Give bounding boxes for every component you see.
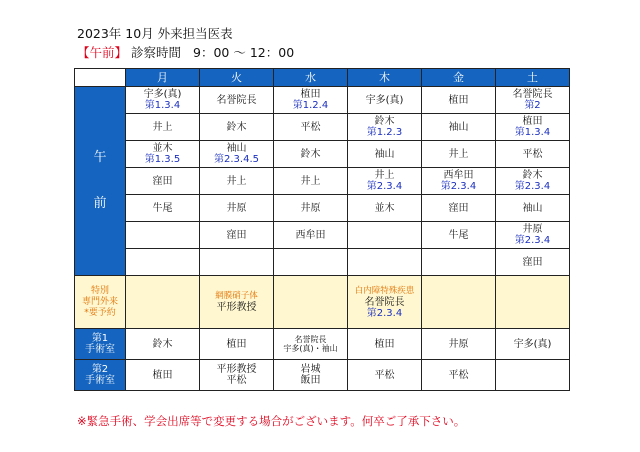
special-cell xyxy=(496,276,570,329)
doctor-name: 井原 xyxy=(522,224,543,235)
doctor-name: 植田 xyxy=(226,338,247,350)
bracket-open: 【 xyxy=(77,45,90,60)
week-numbers: 第2.3.4 xyxy=(514,235,551,246)
doctor-name: 平松 xyxy=(374,369,395,381)
schedule-cell xyxy=(348,141,422,168)
schedule-cell xyxy=(496,329,570,360)
week-numbers: 第1.2.4 xyxy=(292,100,329,111)
doctor-name: 植田 xyxy=(374,338,395,350)
schedule-cell xyxy=(200,141,274,168)
schedule-cell xyxy=(348,195,422,222)
session-line xyxy=(77,43,294,61)
special-label-line: 特別 xyxy=(90,285,109,296)
clinic-name: 網膜硝子体 xyxy=(215,291,258,301)
am-row xyxy=(75,141,570,168)
doctor-name: 宇多(真) xyxy=(513,338,552,350)
operating-room-label-line: 手術室 xyxy=(85,375,115,386)
operating-room-row xyxy=(75,360,570,391)
schedule-cell xyxy=(200,168,274,195)
schedule-cell xyxy=(126,87,200,114)
schedule-cell xyxy=(422,195,496,222)
schedule-cell xyxy=(422,249,496,276)
doctor-name: 窪田 xyxy=(226,229,247,241)
schedule-cell xyxy=(496,168,570,195)
doctor-name: 岩城 xyxy=(300,364,321,375)
doctor-name: 植田 xyxy=(522,116,543,127)
week-numbers: 第1.3.5 xyxy=(144,154,181,165)
doctor-name: 平松 xyxy=(448,369,469,381)
schedule-cell xyxy=(496,249,570,276)
session-label: 午前 xyxy=(89,45,115,60)
special-row xyxy=(75,276,570,329)
doctor-name: 袖山 xyxy=(522,202,543,214)
week-numbers: 第1.2.3 xyxy=(366,127,403,138)
doctor-name: 窪田 xyxy=(522,256,543,268)
schedule-cell xyxy=(274,168,348,195)
week-numbers: 第2.3.4.5 xyxy=(214,154,259,165)
schedule-cell xyxy=(348,87,422,114)
doctor-name: 井上 xyxy=(300,175,321,187)
schedule-cell xyxy=(422,114,496,141)
doctor-name: 井原 xyxy=(448,338,469,350)
schedule-cell xyxy=(496,141,570,168)
week-numbers: 第2.3.4 xyxy=(514,181,551,192)
doctor-name: 鈴木 xyxy=(374,116,395,127)
schedule-cell xyxy=(348,329,422,360)
schedule-cell xyxy=(126,360,200,391)
schedule-cell xyxy=(348,360,422,391)
am-row-label xyxy=(75,87,126,276)
schedule-cell xyxy=(422,360,496,391)
day-header: 水 xyxy=(274,69,348,87)
schedule-cell xyxy=(274,329,348,360)
schedule-cell xyxy=(200,360,274,391)
am-section xyxy=(75,87,570,276)
day-header: 木 xyxy=(348,69,422,87)
schedule-cell xyxy=(348,249,422,276)
week-numbers: 第1.3.4 xyxy=(514,127,551,138)
schedule-cell xyxy=(422,141,496,168)
hours-label: 診察時間 xyxy=(131,45,182,60)
doctor-name: 宇多(真)・袖山 xyxy=(283,344,338,353)
schedule-cell xyxy=(200,249,274,276)
doctor-name: 並木 xyxy=(374,202,395,214)
doctor-name: 袖山 xyxy=(226,143,247,154)
schedule-cell xyxy=(422,222,496,249)
schedule-table xyxy=(74,68,570,391)
doctor-name: 牛尾 xyxy=(448,229,469,241)
schedule-cell xyxy=(496,195,570,222)
schedule-cell xyxy=(348,222,422,249)
hours-value: 9：00 ～ 12：00 xyxy=(193,45,295,60)
doctor-name: 窪田 xyxy=(448,202,469,214)
schedule-cell xyxy=(126,222,200,249)
doctor-name: 袖山 xyxy=(448,121,469,133)
special-cell xyxy=(126,276,200,329)
am-row xyxy=(75,168,570,195)
week-numbers: 第2.3.4 xyxy=(366,181,403,192)
doctor-name: 植田 xyxy=(448,94,469,106)
doctor-name: 袖山 xyxy=(374,148,395,160)
schedule-cell xyxy=(200,222,274,249)
week-numbers: 第2 xyxy=(524,100,541,111)
day-header: 土 xyxy=(496,69,570,87)
special-cell xyxy=(200,276,274,329)
doctor-name: 並木 xyxy=(152,143,173,154)
week-numbers: 第2.3.4 xyxy=(366,307,403,319)
doctor-name: 名誉院長 xyxy=(294,335,327,344)
doctor-name: 井上 xyxy=(152,121,173,133)
schedule-cell xyxy=(422,329,496,360)
doctor-name: 井原 xyxy=(300,202,321,214)
schedule-cell xyxy=(496,222,570,249)
doctor-name: 井上 xyxy=(374,170,395,181)
special-row-label xyxy=(75,276,126,329)
doctor-name: 井上 xyxy=(226,175,247,187)
schedule-cell xyxy=(126,195,200,222)
day-header: 月 xyxy=(126,69,200,87)
doctor-name: 鈴木 xyxy=(522,170,543,181)
am-row xyxy=(75,222,570,249)
special-label-line: 専門外来 xyxy=(81,296,118,307)
doctor-name: 鈴木 xyxy=(226,121,247,133)
corner-cell xyxy=(75,69,126,87)
doctor-name: 鈴木 xyxy=(300,148,321,160)
operating-room-label-line: 第1 xyxy=(91,333,109,344)
schedule-cell xyxy=(200,114,274,141)
day-header-row xyxy=(75,69,570,87)
doctor-name: 宇多(真) xyxy=(143,89,182,100)
schedule-cell xyxy=(274,222,348,249)
schedule-cell xyxy=(200,87,274,114)
special-cell xyxy=(422,276,496,329)
doctor-name: 平松 xyxy=(300,121,321,133)
doctor-name: 宇多(真) xyxy=(365,94,404,106)
doctor-name: 植田 xyxy=(300,89,321,100)
doctor-name: 鈴木 xyxy=(152,338,173,350)
special-cell xyxy=(348,276,422,329)
doctor-name: 西牟田 xyxy=(295,229,326,241)
schedule-cell xyxy=(126,168,200,195)
schedule-cell xyxy=(348,168,422,195)
notice-text: ※緊急手術、学会出席等で変更する場合がございます。何卒ご了承下さい。 xyxy=(77,414,466,428)
bracket-close: 】 xyxy=(114,45,128,60)
doctor-name: 井原 xyxy=(226,202,247,214)
special-cell xyxy=(274,276,348,329)
schedule-cell xyxy=(126,329,200,360)
am-row xyxy=(75,114,570,141)
doctor-name: 名誉院長 xyxy=(216,94,257,106)
special-label-line: *要予約 xyxy=(84,307,116,318)
schedule-cell xyxy=(348,114,422,141)
week-numbers: 第2.3.4 xyxy=(440,181,477,192)
schedule-cell xyxy=(200,195,274,222)
schedule-cell xyxy=(274,195,348,222)
schedule-cell xyxy=(274,360,348,391)
operating-room-label xyxy=(75,360,126,391)
doctor-name: 平形教授 xyxy=(216,364,257,375)
clinic-name: 白内障特殊疾患 xyxy=(354,285,415,296)
day-header: 金 xyxy=(422,69,496,87)
schedule-cell xyxy=(126,114,200,141)
schedule-cell xyxy=(274,141,348,168)
doctor-name: 平松 xyxy=(226,375,247,386)
schedule-cell xyxy=(496,87,570,114)
operating-room-label xyxy=(75,329,126,360)
am-row xyxy=(75,195,570,222)
schedule-cell xyxy=(422,87,496,114)
am-row xyxy=(75,87,570,114)
doctor-name: 平形教授 xyxy=(216,302,257,313)
schedule-cell xyxy=(496,360,570,391)
doctor-name: 井上 xyxy=(448,148,469,160)
day-header: 火 xyxy=(200,69,274,87)
schedule-cell xyxy=(496,114,570,141)
doctor-name: 飯田 xyxy=(300,375,321,386)
special-section xyxy=(75,276,570,329)
week-numbers: 第1.3.4 xyxy=(144,100,181,111)
schedule-cell xyxy=(200,329,274,360)
doctor-name: 平松 xyxy=(522,148,543,160)
schedule-cell xyxy=(274,87,348,114)
operating-room-row xyxy=(75,329,570,360)
schedule-cell xyxy=(126,141,200,168)
doctor-name: 窪田 xyxy=(152,175,173,187)
schedule-cell xyxy=(274,114,348,141)
page-title: 2023年 10月 外来担当医表 xyxy=(77,26,233,41)
am-label-char: 午 xyxy=(93,150,107,165)
schedule-cell xyxy=(422,168,496,195)
schedule-cell xyxy=(126,249,200,276)
operating-room-section xyxy=(75,329,570,391)
doctor-name: 牛尾 xyxy=(152,202,173,214)
am-label-char: 前 xyxy=(93,196,107,211)
doctor-name: 名誉院長 xyxy=(364,296,405,308)
doctor-name: 西牟田 xyxy=(443,170,474,181)
doctor-name: 植田 xyxy=(152,369,173,381)
schedule-cell xyxy=(274,249,348,276)
am-row xyxy=(75,249,570,276)
doctor-name: 名誉院長 xyxy=(512,89,553,100)
operating-room-label-line: 第2 xyxy=(91,364,109,375)
operating-room-label-line: 手術室 xyxy=(85,344,115,355)
